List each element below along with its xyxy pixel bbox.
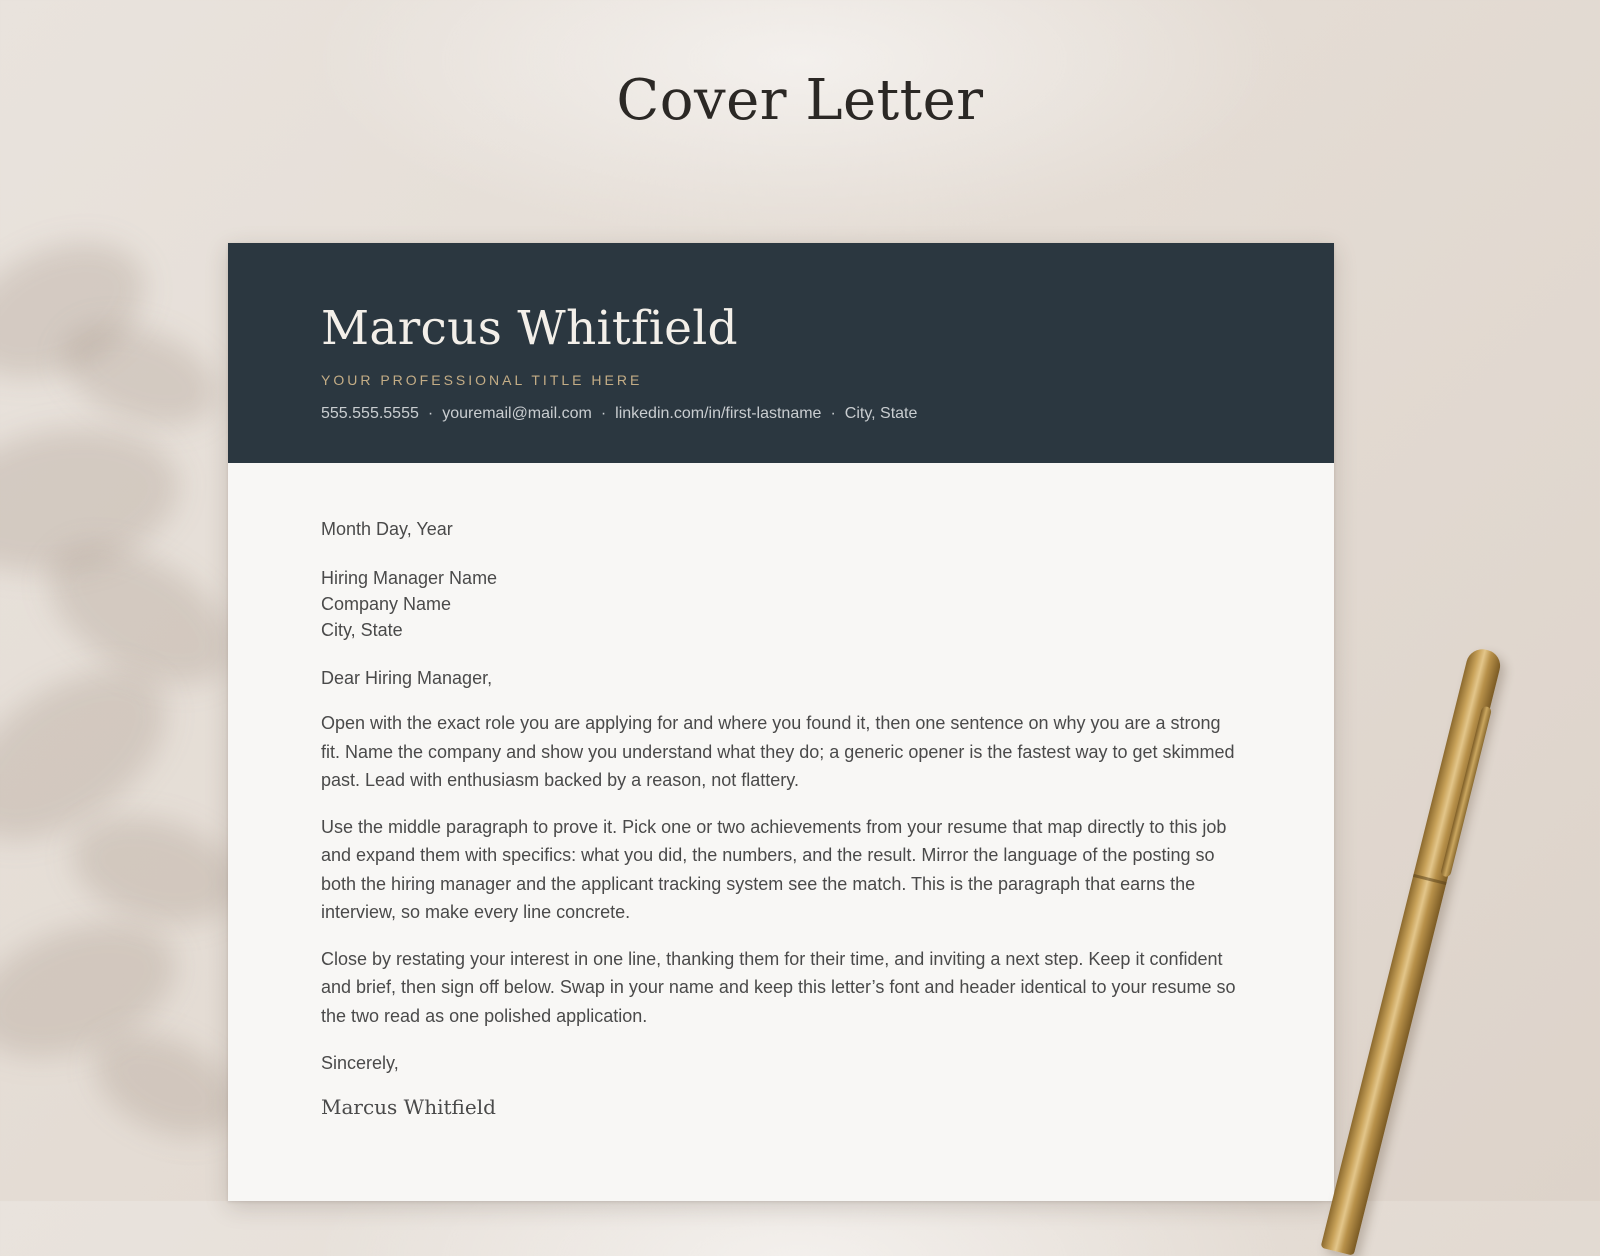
middle-paragraph: Use the middle paragraph to prove it. Pick one or two achievements from your resume that map directly to this job and expand them with specifics: what you did, the numbers, and the result. Mirror the language of the posting so both the hiring manager and the applicant tracking system see the match. This is the paragraph that earns the interview, so make every line concrete. xyxy=(321,816,1227,922)
gold-pen-decoration xyxy=(1321,646,1504,1256)
contact-linkedin: linkedin.com/in/first-lastname xyxy=(615,405,822,422)
applicant-name: Marcus Whitfield xyxy=(321,301,738,356)
letter-header-band xyxy=(228,243,1334,463)
recipient-company: Company Name xyxy=(321,594,452,614)
recipient-block xyxy=(321,565,1241,643)
contact-row xyxy=(321,405,917,423)
closing-phrase: Sincerely, xyxy=(321,1053,399,1073)
opening-paragraph: Open with the exact role you are applying for and where you found it, then one sentence on why you are a strong fit. Name the company and show you understand what they do; a generic opener is the fastest way to get skimmed past. Lead with enthusiasm backed by a reason, not flattery. xyxy=(321,713,1235,790)
contact-email: youremail@mail.com xyxy=(442,405,592,422)
letter-body xyxy=(321,516,1241,1120)
recipient-name: Hiring Manager Name xyxy=(321,568,498,588)
contact-separator: · xyxy=(600,405,607,422)
display-title: Cover Letter xyxy=(616,68,984,133)
contact-separator: · xyxy=(830,405,836,422)
contact-separator: · xyxy=(427,405,434,422)
contact-location: City, State xyxy=(844,405,918,422)
recipient-location: City, State xyxy=(321,620,403,640)
professional-title: YOUR PROFESSIONAL TITLE HERE xyxy=(321,372,643,388)
salutation: Dear Hiring Manager, xyxy=(321,668,493,688)
signature: Marcus Whitfield xyxy=(321,1095,496,1119)
cover-letter-page xyxy=(228,243,1334,1201)
closing-paragraph: Close by restating your interest in one line, thanking them for their time, and inviting a next step. Keep it confident and brief, then sign off below. Swap in your name and keep this letter’s font and header identical to your resume so the two read as one polished application. xyxy=(321,948,1236,1026)
letter-date: Month Day, Year xyxy=(321,519,453,539)
contact-phone: 555.555.5555 xyxy=(321,405,419,422)
